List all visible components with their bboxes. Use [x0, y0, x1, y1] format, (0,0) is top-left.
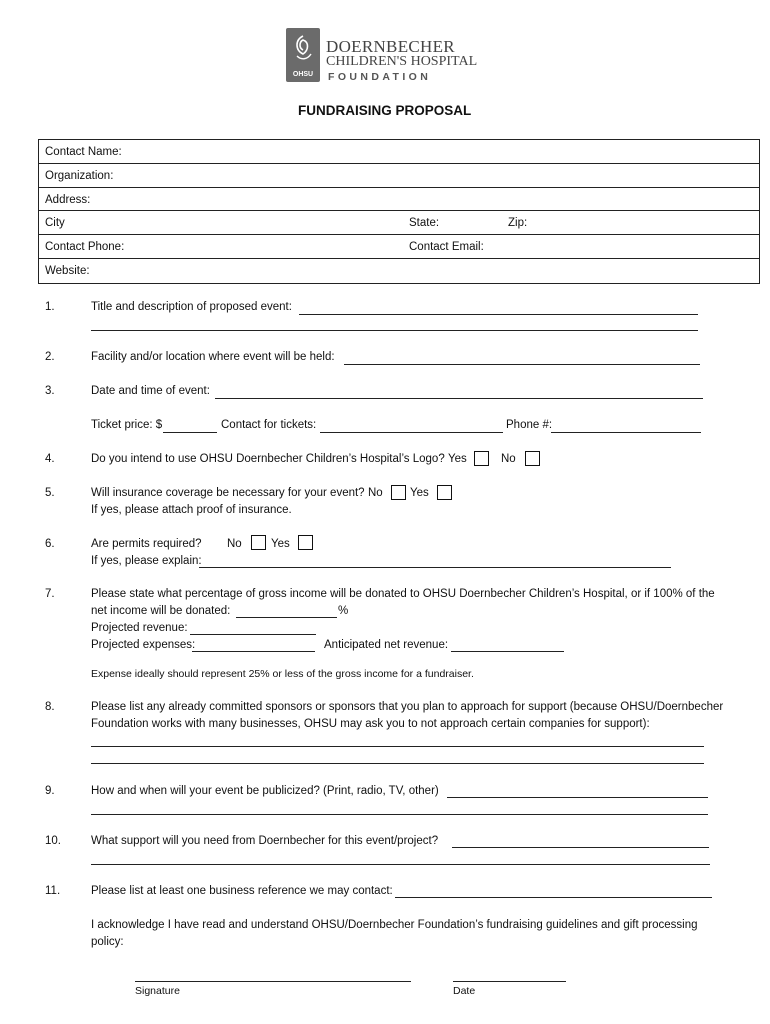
q1-number: 1. [45, 301, 55, 313]
contact-tickets-line[interactable] [320, 432, 503, 433]
address-label: Address: [45, 193, 91, 206]
q5-note: If yes, please attach proof of insurance. [91, 504, 292, 516]
zip-label: Zip: [508, 217, 528, 230]
q3-number: 3. [45, 385, 55, 397]
q7-percent-line[interactable] [236, 617, 337, 618]
q6-explain-label: If yes, please explain: [91, 555, 202, 567]
contact-name-label: Contact Name: [45, 146, 122, 158]
q7-number: 7. [45, 588, 55, 600]
q9-answer-line-2[interactable] [91, 814, 708, 815]
website-label: Website: [45, 264, 90, 277]
q9-number: 9. [45, 785, 55, 797]
logo-line-2: CHILDREN'S HOSPITAL [326, 54, 478, 69]
q5-number: 5. [45, 487, 55, 499]
q10-text: What support will you need from Doernbecher for this event/project? [91, 835, 439, 847]
q5-no-checkbox[interactable] [391, 485, 406, 500]
contact-phone-label: Contact Phone: [45, 241, 125, 254]
q7-percent-sign: % [338, 605, 349, 617]
organization-label: Organization: [45, 169, 114, 182]
q4-text: Do you intend to use OHSU Doernbecher Children’s Hospital’s Logo? [91, 453, 445, 465]
q8-answer-line-2[interactable] [91, 763, 704, 764]
organization-row[interactable] [39, 164, 759, 188]
q7-net-label: Anticipated net revenue: [324, 639, 449, 651]
contact-name-row[interactable] [39, 140, 759, 164]
q5-yes-checkbox[interactable] [437, 485, 452, 500]
state-label: State: [409, 217, 440, 230]
q9-text: How and when will your event be publicized? (Print, radio, TV, other) [91, 785, 439, 797]
q6-yes-label: Yes [271, 538, 290, 550]
q7-text-2: net income will be donated: [91, 605, 231, 617]
signature-label: Signature [135, 985, 180, 997]
q7-text: Please state what percentage of gross income will be donated to OHSU Doernbecher Children’s Hospital, or if 100% of the [91, 588, 715, 600]
signature-line[interactable] [135, 981, 411, 982]
date-line[interactable] [453, 981, 566, 982]
contact-table [38, 139, 760, 284]
contact-tickets-label: Contact for tickets: [221, 419, 317, 431]
q11-number: 11. [45, 885, 61, 897]
q5-text: Will insurance coverage be necessary for your event? [91, 487, 365, 499]
date-label: Date [453, 985, 476, 997]
q6-explain-line[interactable] [199, 567, 671, 568]
q3-text: Date and time of event: [91, 385, 210, 397]
q4-no-label: No [501, 453, 516, 465]
logo-line-3: FOUNDATION [328, 71, 432, 83]
q1-answer-line-2[interactable] [91, 330, 698, 331]
q5-yes-label: Yes [410, 487, 429, 499]
city-label: City [45, 217, 65, 230]
q8-text-2: Foundation works with many businesses, OHSU may ask you to not approach certain companies for support): [91, 718, 650, 730]
q4-yes-label: Yes [448, 453, 467, 465]
q6-yes-checkbox[interactable] [298, 535, 313, 550]
q4-no-checkbox[interactable] [525, 451, 540, 466]
q8-text: Please list any already committed sponsors or sponsors that you plan to approach for support (because OHSU/Doernbecher [91, 701, 724, 713]
q7-revenue-line[interactable] [190, 634, 316, 635]
acknowledge-line-1: I acknowledge I have read and understand OHSU/Doernbecher Foundation’s fundraising guidelines and gift processing [91, 919, 698, 931]
q11-text: Please list at least one business reference we may contact: [91, 885, 393, 897]
q2-text: Facility and/or location where event will be held: [91, 351, 335, 363]
address-row[interactable] [39, 188, 759, 212]
q2-answer-line[interactable] [344, 364, 700, 365]
q6-no-label: No [227, 538, 242, 550]
logo-ohsu-text: OHSU [292, 71, 314, 78]
q1-answer-line-1[interactable] [299, 314, 698, 315]
q11-answer-line[interactable] [395, 897, 712, 898]
q4-yes-checkbox[interactable] [474, 451, 489, 466]
q10-number: 10. [45, 835, 61, 847]
q6-no-checkbox[interactable] [251, 535, 266, 550]
q7-net-line[interactable] [451, 651, 564, 652]
acknowledge-line-2: policy: [91, 936, 124, 948]
ticket-phone-label: Phone #: [506, 419, 553, 431]
q6-text: Are permits required? [91, 538, 202, 550]
q9-answer-line-1[interactable] [447, 797, 708, 798]
logo-swirl-icon [291, 34, 315, 62]
phone-row[interactable] [39, 235, 759, 259]
contact-email-label: Contact Email: [409, 241, 484, 254]
ticket-price-label: Ticket price: $ [91, 419, 163, 431]
q1-text: Title and description of proposed event: [91, 301, 292, 313]
q3-answer-line[interactable] [215, 398, 703, 399]
ticket-phone-line[interactable] [551, 432, 701, 433]
q7-expenses-label: Projected expenses: [91, 639, 196, 651]
q6-number: 6. [45, 538, 55, 550]
q7-note: Expense ideally should represent 25% or less of the gross income for a fundraiser. [91, 668, 474, 680]
q2-number: 2. [45, 351, 55, 363]
q8-number: 8. [45, 701, 55, 713]
q8-answer-line-1[interactable] [91, 746, 704, 747]
q7-expenses-line[interactable] [192, 651, 315, 652]
q10-answer-line-2[interactable] [91, 864, 710, 865]
city-row[interactable] [39, 211, 759, 235]
page-title: FUNDRAISING PROPOSAL [298, 103, 472, 118]
q7-revenue-label: Projected revenue: [91, 622, 188, 634]
logo-line-1: DOERNBECHER [326, 37, 455, 56]
ticket-price-line[interactable] [163, 432, 217, 433]
website-row[interactable] [39, 259, 759, 283]
q5-no-label: No [368, 487, 383, 499]
q10-answer-line-1[interactable] [452, 847, 709, 848]
q4-number: 4. [45, 453, 55, 465]
logo-mark [286, 28, 320, 82]
